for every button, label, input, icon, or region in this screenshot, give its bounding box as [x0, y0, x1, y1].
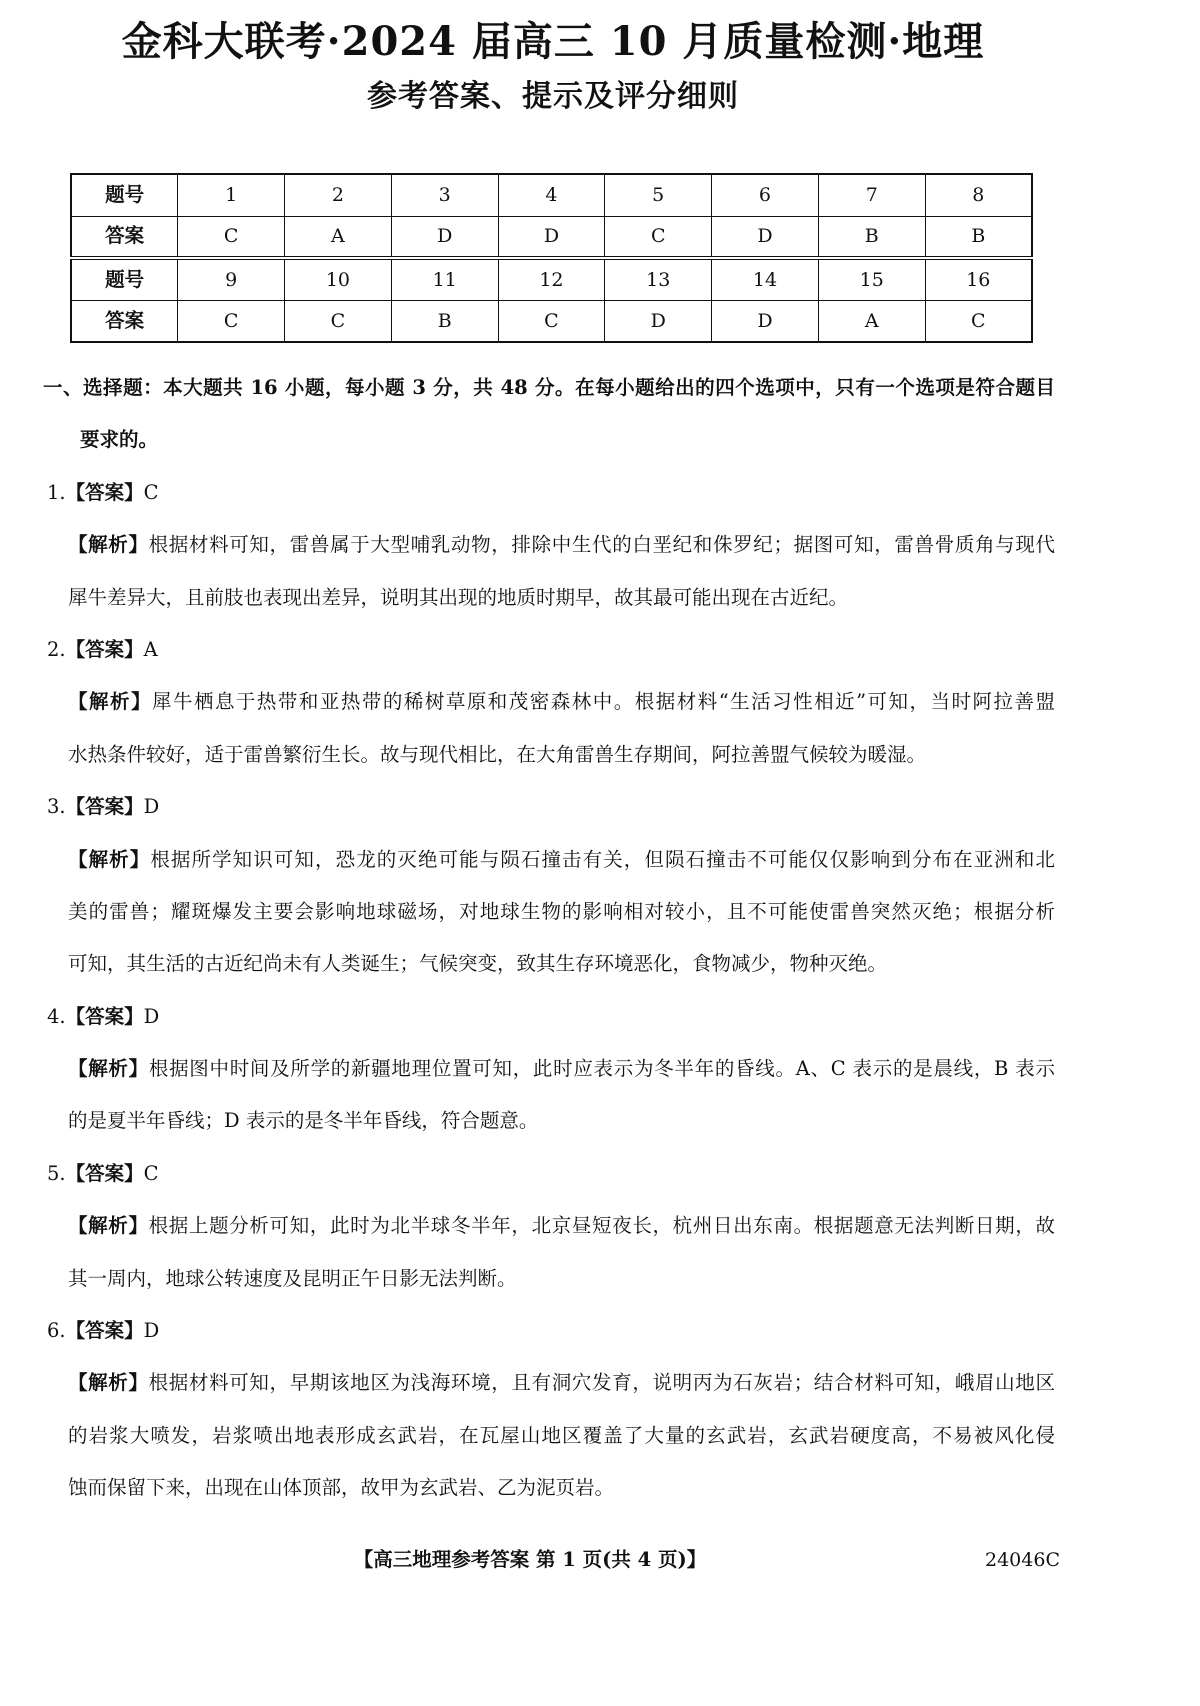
- answer-value: C: [143, 480, 159, 504]
- analysis-line: [68, 729, 1055, 781]
- row-label: 答案: [71, 216, 178, 258]
- question-number-cell: 15: [818, 258, 925, 300]
- question-number-cell: 6: [712, 174, 819, 216]
- answer-label: 【答案】: [65, 1319, 144, 1343]
- answer-table: [70, 173, 1033, 343]
- question-number: 4.: [47, 1004, 66, 1028]
- analysis-line: [68, 676, 1055, 728]
- analysis-label: 【解析】: [68, 1371, 149, 1395]
- answer-cell: D: [391, 216, 498, 258]
- answer-explanations: [0, 362, 1200, 1515]
- question-number-cell: 1: [178, 174, 285, 216]
- question-number: 2.: [47, 637, 66, 661]
- row-label: 题号: [71, 174, 178, 216]
- question-number: 6.: [47, 1319, 66, 1343]
- answer-cell: C: [498, 300, 605, 342]
- analysis-text: 犀牛差异大，且前肢也表现出差异，说明其出现的地质时期早，故其最可能出现在古近纪。: [68, 585, 849, 609]
- table-row: [71, 258, 1032, 300]
- section-heading-line: 一、选择题：本大题共 16 小题，每小题 3 分，共 48 分。在每小题给出的四个选项中，只有一个选项是符合题目: [43, 376, 1055, 399]
- answer-cell: C: [178, 300, 285, 342]
- question-1: [0, 467, 1200, 624]
- answer-cell: C: [178, 216, 285, 258]
- analysis-text: 蚀而保留下来，出现在山体顶部，故甲为玄武岩、乙为泥页岩。: [68, 1476, 615, 1500]
- row-label: 题号: [71, 258, 178, 300]
- answer-label: 【答案】: [65, 1004, 144, 1028]
- document-subtitle: 参考答案、提示及评分细则: [367, 79, 739, 114]
- table-row: [71, 300, 1032, 342]
- answer-value: A: [143, 637, 158, 661]
- analysis-text: 根据上题分析可知，此时为北半球冬半年，北京昼短夜长，杭州日出东南。根据题意无法判断日期，故: [148, 1214, 1055, 1238]
- answer-value: C: [143, 1161, 159, 1185]
- analysis-line: [68, 1043, 1055, 1095]
- question-5: [0, 1148, 1200, 1305]
- analysis-line: [68, 1410, 1055, 1462]
- analysis-line: [68, 886, 1055, 938]
- answer-line: [47, 1305, 1047, 1357]
- answer-cell: D: [712, 216, 819, 258]
- analysis-label: 【解析】: [68, 690, 152, 714]
- analysis-line: [68, 938, 1055, 990]
- analysis-text: 根据所学知识可知，恐龙的灭绝可能与陨石撞击有关，但陨石撞击不可能仅仅影响到分布在亚洲和北: [150, 847, 1055, 871]
- question-6: [0, 1305, 1200, 1515]
- question-number-cell: 11: [391, 258, 498, 300]
- analysis-label: 【解析】: [68, 847, 151, 871]
- analysis-text: 的是夏半年昏线；D 表示的是冬半年昏线，符合题意。: [68, 1109, 539, 1133]
- table-row: [71, 216, 1032, 258]
- question-2: [0, 624, 1200, 781]
- question-number-cell: 16: [925, 258, 1032, 300]
- analysis-text: 其一周内，地球公转速度及昆明正午日影无法判断。: [68, 1266, 517, 1290]
- footer-code: 24046C: [985, 1549, 1060, 1571]
- answer-label: 【答案】: [65, 1161, 144, 1185]
- answer-label: 【答案】: [65, 795, 144, 819]
- answer-cell: A: [285, 216, 392, 258]
- question-number: 1.: [47, 480, 66, 504]
- analysis-text: 根据材料可知，雷兽属于大型哺乳动物，排除中生代的白垩纪和侏罗纪；据图可知，雷兽骨质角与现代: [148, 533, 1055, 557]
- answer-line: [47, 624, 1047, 676]
- question-number-cell: 4: [498, 174, 605, 216]
- question-number-cell: 7: [818, 174, 925, 216]
- analysis-line: [68, 572, 1055, 624]
- analysis-text: 美的雷兽；耀斑爆发主要会影响地球磁场，对地球生物的影响相对较小，且不可能使雷兽突然灭绝；根据分析: [68, 899, 1055, 923]
- analysis-line: [68, 834, 1055, 886]
- answer-cell: C: [925, 300, 1032, 342]
- question-number-cell: 5: [605, 174, 712, 216]
- answer-cell: B: [391, 300, 498, 342]
- section-heading: [0, 362, 1200, 467]
- answer-line: [47, 467, 1047, 519]
- footer-page-info: 【高三地理参考答案 第 1 页(共 4 页)】: [353, 1548, 707, 1571]
- analysis-text: 犀牛栖息于热带和亚热带的稀树草原和茂密森林中。根据材料“生活习性相近”可知，当时阿拉善盟: [151, 690, 1055, 714]
- answer-cell: C: [285, 300, 392, 342]
- question-list: [0, 467, 1200, 1515]
- question-number-cell: 9: [178, 258, 285, 300]
- document-title: 金科大联考·2024 届高三 10 月质量检测·地理: [121, 18, 985, 65]
- analysis-label: 【解析】: [68, 533, 149, 557]
- answer-label: 【答案】: [65, 637, 144, 661]
- answer-value: D: [143, 1004, 160, 1028]
- analysis-text: 水热条件较好，适于雷兽繁衍生长。故与现代相比，在大角雷兽生存期间，阿拉善盟气候较为暖湿。: [68, 742, 927, 766]
- answer-line: [47, 991, 1047, 1043]
- analysis-line: [68, 1357, 1055, 1409]
- analysis-line: [68, 1200, 1055, 1252]
- question-number-cell: 2: [285, 174, 392, 216]
- question-number-cell: 14: [712, 258, 819, 300]
- question-3: [0, 781, 1200, 991]
- answer-table-body: [71, 174, 1032, 342]
- analysis-text: 根据材料可知，早期该地区为浅海环境，且有洞穴发育，说明丙为石灰岩；结合材料可知，峨眉山地区: [148, 1371, 1055, 1395]
- answer-cell: B: [925, 216, 1032, 258]
- answer-cell: A: [818, 300, 925, 342]
- table-row: [71, 174, 1032, 216]
- answer-value: D: [143, 1319, 160, 1343]
- question-number-cell: 12: [498, 258, 605, 300]
- answer-line: [47, 781, 1047, 833]
- question-number-cell: 3: [391, 174, 498, 216]
- answer-value: D: [143, 795, 160, 819]
- analysis-text: 的岩浆大喷发，岩浆喷出地表形成玄武岩，在瓦屋山地区覆盖了大量的玄武岩，玄武岩硬度高，不易被风化侵: [68, 1423, 1055, 1447]
- analysis-label: 【解析】: [68, 1057, 149, 1081]
- answer-cell: B: [818, 216, 925, 258]
- question-number: 5.: [47, 1161, 66, 1185]
- question-number-cell: 13: [605, 258, 712, 300]
- answer-cell: D: [498, 216, 605, 258]
- answer-cell: D: [605, 300, 712, 342]
- question-number-cell: 8: [925, 174, 1032, 216]
- answer-cell: C: [605, 216, 712, 258]
- row-label: 答案: [71, 300, 178, 342]
- answer-line: [47, 1148, 1047, 1200]
- answer-label: 【答案】: [65, 480, 144, 504]
- analysis-line: [68, 1462, 1055, 1514]
- analysis-line: [68, 519, 1055, 571]
- question-number: 3.: [47, 795, 66, 819]
- section-heading-line: 要求的。: [80, 428, 159, 452]
- answer-cell: D: [712, 300, 819, 342]
- analysis-line: [68, 1095, 1055, 1147]
- analysis-label: 【解析】: [68, 1214, 149, 1238]
- analysis-text: 可知，其生活的古近纪尚未有人类诞生；气候突变，致其生存环境恶化，食物减少，物种灭绝。: [68, 952, 888, 976]
- question-number-cell: 10: [285, 258, 392, 300]
- question-4: [0, 991, 1200, 1148]
- analysis-text: 根据图中时间及所学的新疆地理位置可知，此时应表示为冬半年的昏线。A、C 表示的是晨线，B 表示: [148, 1057, 1055, 1081]
- analysis-line: [68, 1253, 1055, 1305]
